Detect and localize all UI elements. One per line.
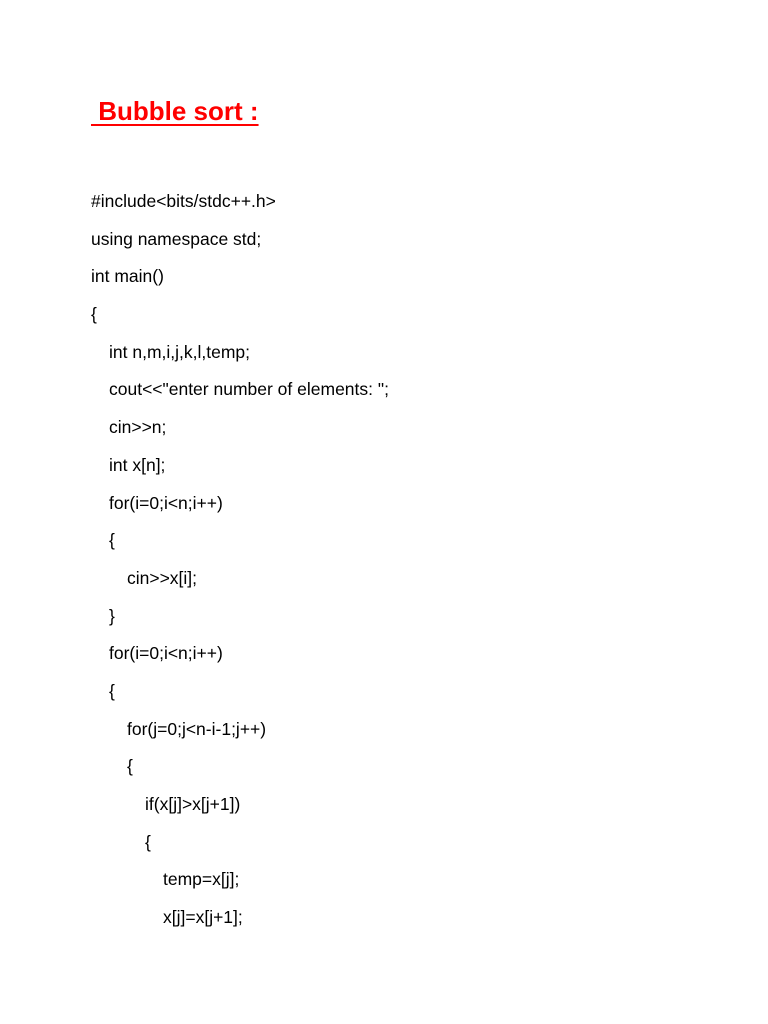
- document-heading: Bubble sort :: [91, 96, 259, 126]
- code-line: cout<<"enter number of elements: ";: [109, 379, 389, 400]
- code-line: int x[n];: [109, 454, 166, 475]
- code-line: {: [109, 530, 115, 551]
- code-line: int main(): [91, 266, 164, 287]
- code-line: for(j=0;j<n-i-1;j++): [127, 718, 267, 739]
- code-line: {: [127, 756, 133, 777]
- code-block: [91, 189, 389, 943]
- code-line: for(i=0;i<n;i++): [109, 492, 223, 513]
- code-line: {: [109, 680, 115, 701]
- code-line: cin>>x[i];: [127, 567, 198, 588]
- code-line: }: [109, 605, 115, 626]
- code-line: temp=x[j];: [163, 869, 240, 890]
- code-line: {: [91, 304, 97, 325]
- code-line: if(x[j]>x[j+1]): [145, 794, 241, 814]
- code-line: int n,m,i,j,k,l,temp;: [109, 341, 251, 362]
- code-line: x[j]=x[j+1];: [163, 907, 243, 928]
- code-line: #include<bits/stdc++.h>: [91, 191, 276, 211]
- code-line: using namespace std;: [91, 228, 262, 249]
- code-line: cin>>n;: [109, 417, 167, 438]
- code-line: for(i=0;i<n;i++): [109, 643, 223, 664]
- code-line: {: [145, 831, 151, 852]
